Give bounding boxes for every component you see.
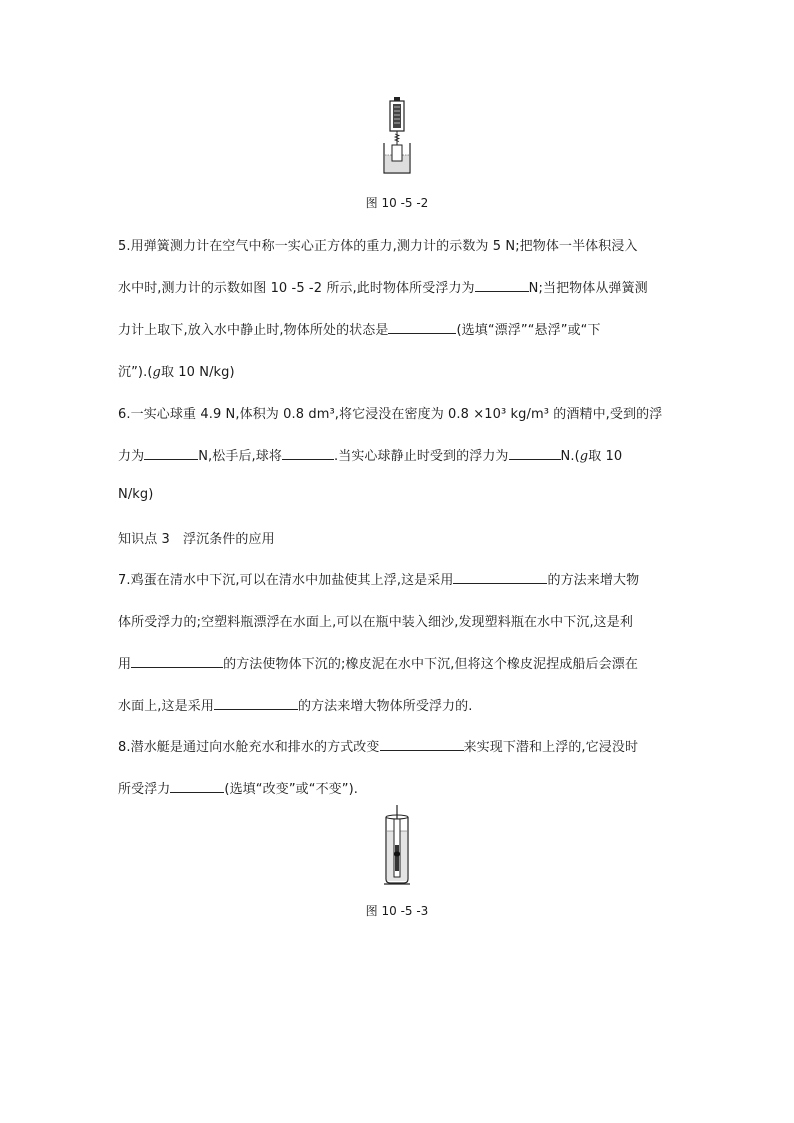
q8-line-2: 所受浮力 (选填“改变”或“不变”). — [118, 782, 359, 797]
q8-line-1: 8.潜水艇是通过向水舱充水和排水的方式改变 来实现下潜和上浮的,它浸没时 — [118, 740, 639, 755]
q5-line-1: 5.用弹簧测力计在空气中称一实心正方体的重力,测力计的示数为 5 N;把物体一半体积浸入 — [118, 239, 638, 254]
q8-blank-change[interactable] — [380, 738, 464, 751]
q7-line-2: 体所受浮力的;空塑料瓶漂浮在水面上,可以在瓶中装入细沙,发现塑料瓶在水中下沉,这是利 — [118, 615, 633, 630]
q5-blank-buoyancy[interactable] — [475, 279, 529, 292]
q7-blank-method-3[interactable] — [214, 697, 298, 710]
q6-line-2: 力为 N,松手后,球将 .当实心球静止时受到的浮力为 N.(g取 10 — [118, 449, 623, 464]
q7-blank-method-2[interactable] — [131, 655, 223, 668]
q7-line-4: 水面上,这是采用 的方法来增大物体所受浮力的. — [118, 699, 473, 714]
figure-caption-10-5-3: 图 10 -5 -3 — [365, 904, 429, 918]
q6-blank-motion[interactable] — [282, 447, 334, 460]
q7-line-3: 用 的方法使物体下沉的;橡皮泥在水中下沉,但将这个橡皮泥捏成船后会漂在 — [118, 657, 638, 672]
cylinder-tube-figure — [380, 805, 414, 885]
q6-line-3: N/kg) — [118, 487, 154, 502]
q5-blank-state[interactable] — [388, 321, 456, 334]
spring-scale-beaker-figure — [378, 97, 416, 175]
q8-blank-buoyancy[interactable] — [170, 780, 224, 793]
q5-line-4: 沉”).(g取 10 N/kg) — [118, 365, 235, 380]
q6-line-1: 6.一实心球重 4.9 N,体积为 0.8 dm³,将它浸没在密度为 0.8 ×10³ kg/m³ 的酒精中,受到的浮 — [118, 407, 663, 422]
figure-caption-10-5-2: 图 10 -5 -2 — [365, 196, 429, 210]
q6-blank-buoyancy[interactable] — [144, 447, 198, 460]
q7-line-1: 7.鸡蛋在清水中下沉,可以在清水中加盐使其上浮,这是采用 的方法来增大物 — [118, 573, 640, 588]
q7-blank-method-1[interactable] — [453, 571, 547, 584]
q5-line-2: 水中时,测力计的示数如图 10 -5 -2 所示,此时物体所受浮力为 N;当把物体从弹簧测 — [118, 281, 648, 296]
q5-line-3: 力计上取下,放入水中静止时,物体所处的状态是 (选填“漂浮”“悬浮”或“下 — [118, 323, 601, 338]
q6-blank-rest-buoyancy[interactable] — [509, 447, 561, 460]
section-title: 知识点 3 浮沉条件的应用 — [118, 532, 275, 547]
